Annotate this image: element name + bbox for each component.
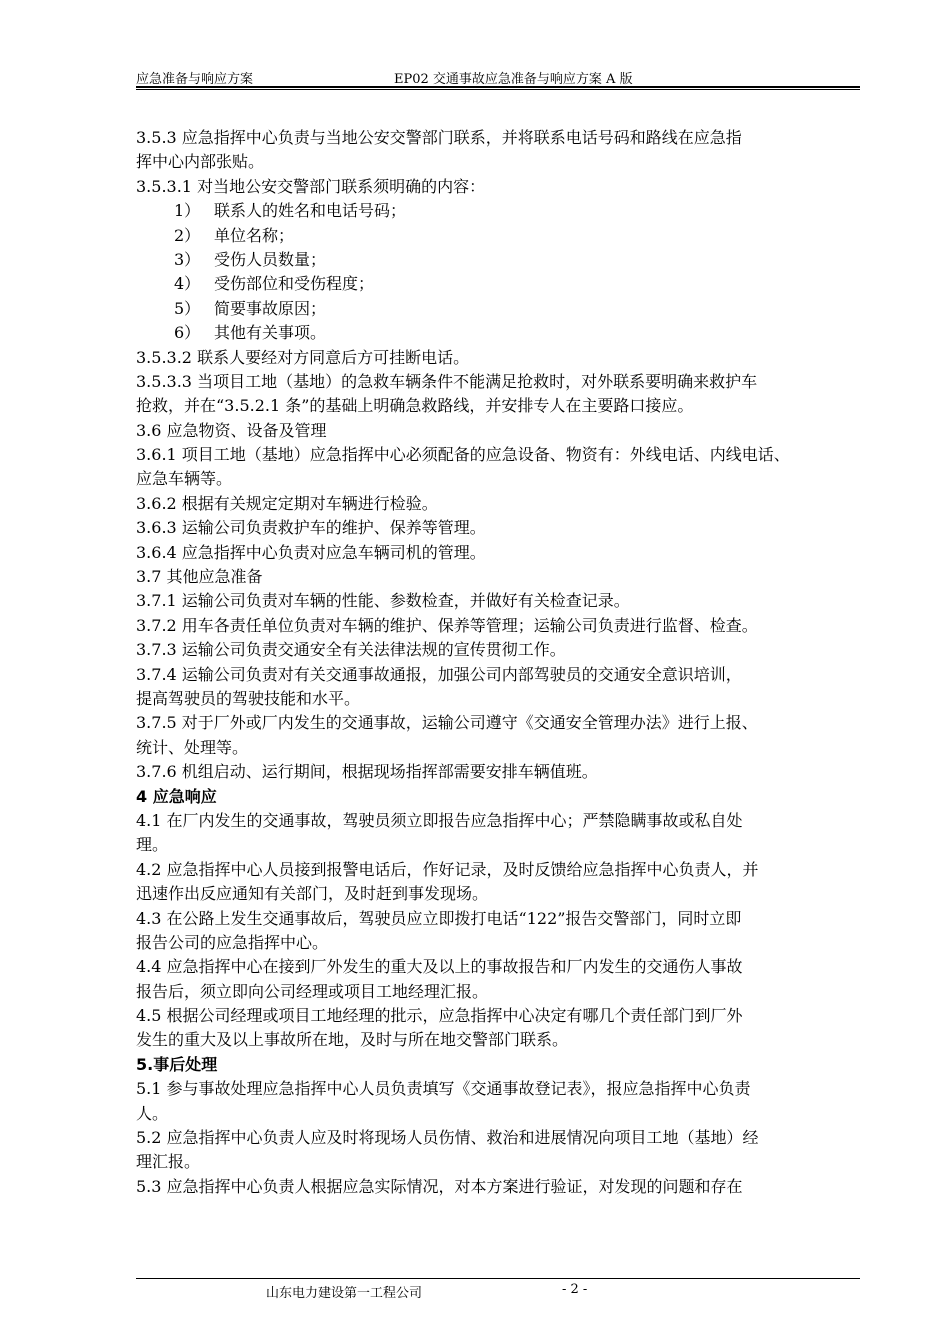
paragraph-line: 4.1 在厂内发生的交通事故，驾驶员须立即报告应急指挥中心；严禁隐瞒事故或私自处 (136, 810, 743, 830)
paragraph-line: 统计、处理等。 (136, 737, 249, 757)
paragraph-line: 3.5.3 应急指挥中心负责与当地公安交警部门联系，并将联系电话号码和路线在应急指 (136, 128, 742, 147)
paragraph-line: 4.3 在公路上发生交通事故后，驾驶员应立即拨打电话“122”报告交警部门，同时立即 (136, 908, 742, 928)
list-item-number: 3） (174, 249, 201, 269)
list-item (136, 321, 866, 345)
document-body (136, 126, 866, 1199)
paragraph-line: 3.5.3.2 联系人要经对方同意后方可挂断电话。 (136, 347, 470, 367)
paragraph-line: 3.6.3 运输公司负责救护车的维护、保养等管理。 (136, 518, 486, 538)
paragraph-line: 4.2 应急指挥中心人员接到报警电话后，作好记录，及时反馈给应急指挥中心负责人，并 (136, 859, 759, 879)
paragraph-line: 3.7.2 用车各责任单位负责对车辆的维护、保养等管理；运输公司负责进行监督、检查。 (136, 615, 758, 635)
list-item-text: 简要事故原因； (214, 298, 327, 318)
footer-rule (136, 1278, 860, 1279)
paragraph-line: 4.5 根据公司经理或项目工地经理的批示，应急指挥中心决定有哪几个责任部门到厂外 (136, 1006, 743, 1026)
header-document-title: EP02 交通事故应急准备与响应方案 A 版 (394, 72, 633, 87)
header-section-title: 应急准备与响应方案 (136, 72, 254, 87)
paragraph-line: 3.5.3.3 当项目工地（基地）的急救车辆条件不能满足抢救时，对外联系要明确来救护车 (136, 371, 758, 391)
paragraph-line: 3.7.4 运输公司负责对有关交通事故通报，加强公司内部驾驶员的交通安全意识培训， (136, 664, 742, 684)
paragraph-line: 3.7.6 机组启动、运行期间，根据现场指挥部需要安排车辆值班。 (136, 762, 598, 782)
paragraph-line: 5.3 应急指挥中心负责人根据应急实际情况，对本方案进行验证，对发现的问题和存在 (136, 1176, 743, 1196)
list-item-text: 单位名称； (214, 225, 295, 245)
paragraph-line: 理。 (136, 835, 169, 855)
paragraph-line: 3.7.3 运输公司负责交通安全有关法律法规的宣传贯彻工作。 (136, 640, 566, 660)
paragraph-line: 提高驾驶员的驾驶技能和水平。 (136, 688, 361, 708)
paragraph-line: 3.6.1 项目工地（基地）应急指挥中心必须配备的应急设备、物资有：外线电话、内线电话、 (136, 445, 790, 465)
paragraph-line: 理汇报。 (136, 1152, 201, 1172)
list-item-number: 4） (174, 274, 201, 294)
list-item (136, 224, 866, 248)
list-item (136, 199, 866, 223)
paragraph-line: 5.2 应急指挥中心负责人应及时将现场人员伤情、救治和进展情况向项目工地（基地）经 (136, 1128, 759, 1148)
list-item-number: 5） (174, 298, 201, 318)
list-item-text: 受伤人员数量； (214, 249, 327, 269)
list-item-text: 其他有关事项。 (214, 323, 327, 343)
paragraph-line: 抢救，并在“3.5.2.1 条”的基础上明确急救路线，并安排专人在主要路口接应。 (136, 396, 694, 416)
paragraph-line: 挥中心内部张贴。 (136, 152, 265, 172)
paragraph-line: 3.6.4 应急指挥中心负责对应急车辆司机的管理。 (136, 542, 486, 562)
list-item-number: 1） (174, 201, 201, 221)
chapter-heading: 5.事后处理 (136, 1054, 218, 1074)
paragraph-line: 应急车辆等。 (136, 469, 233, 489)
list-item-text: 联系人的姓名和电话号码； (214, 201, 407, 221)
footer-company-name: 山东电力建设第一工程公司 (266, 1286, 423, 1301)
header-rule (136, 86, 860, 90)
list-item (136, 248, 866, 272)
paragraph-line: 3.7.5 对于厂外或厂内发生的交通事故，运输公司遵守《交通安全管理办法》进行上报、 (136, 713, 758, 733)
page-header (136, 64, 860, 88)
list-item (136, 272, 866, 296)
list-item-number: 2） (174, 225, 201, 245)
paragraph-line: 报告公司的应急指挥中心。 (136, 932, 329, 952)
list-item (136, 297, 866, 321)
paragraph-line: 报告后，须立即向公司经理或项目工地经理汇报。 (136, 981, 489, 1001)
list-item-text: 受伤部位和受伤程度； (214, 274, 375, 294)
paragraph-line: 3.5.3.1 对当地公安交警部门联系须明确的内容： (136, 176, 486, 196)
paragraph-line: 3.6.2 根据有关规定定期对车辆进行检验。 (136, 493, 438, 513)
page-number: - 2 - (562, 1282, 588, 1297)
list-item-number: 6） (174, 323, 201, 343)
paragraph-line: 3.7.1 运输公司负责对车辆的性能、参数检查，并做好有关检查记录。 (136, 591, 630, 611)
section-heading: 3.7 其他应急准备 (136, 567, 263, 587)
paragraph-line: 人。 (136, 1103, 169, 1123)
chapter-heading: 4 应急响应 (136, 786, 217, 806)
section-heading: 3.6 应急物资、设备及管理 (136, 420, 327, 440)
paragraph-line: 迅速作出反应通知有关部门，及时赶到事发现场。 (136, 884, 489, 904)
paragraph-line: 4.4 应急指挥中心在接到厂外发生的重大及以上的事故报告和厂内发生的交通伤人事故 (136, 957, 743, 977)
paragraph-line: 发生的重大及以上事故所在地，及时与所在地交警部门联系。 (136, 1030, 569, 1050)
paragraph-line: 5.1 参与事故处理应急指挥中心人员负责填写《交通事故登记表》，报应急指挥中心负责 (136, 1079, 751, 1099)
